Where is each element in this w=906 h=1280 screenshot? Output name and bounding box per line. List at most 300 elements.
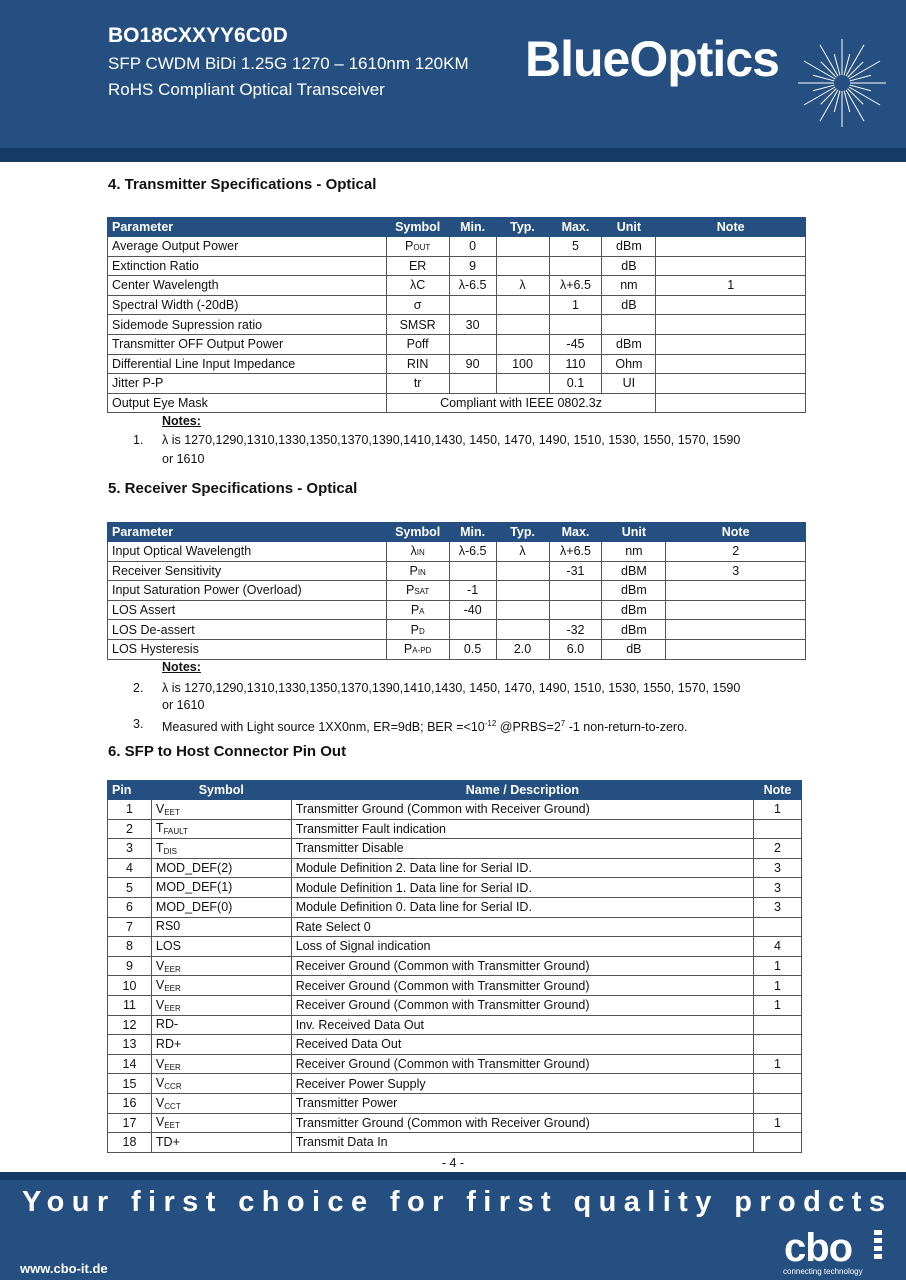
note-number: 2. [133, 681, 144, 695]
value-cell: nm [602, 542, 666, 562]
symbol-cell [386, 276, 449, 296]
table-row [108, 393, 806, 413]
value-cell: 5 [549, 237, 602, 257]
symbol-cell [386, 354, 449, 374]
table-row [108, 315, 806, 335]
value-cell [496, 315, 549, 335]
symbol-text: V [155, 1056, 165, 1071]
value-cell [496, 581, 549, 601]
cbo-marks-icon [874, 1230, 884, 1264]
description-cell: Received Data Out [291, 1035, 753, 1055]
pin-number-cell: 10 [108, 976, 152, 996]
symbol-text: TD+ [155, 1134, 180, 1149]
pin-symbol-cell [151, 956, 291, 976]
pin-symbol-cell [151, 917, 291, 937]
description-cell: Module Definition 0. Data line for Serial ID. [291, 897, 753, 917]
column-header: Symbol [386, 218, 449, 237]
symbol-cell [386, 295, 449, 315]
pin-number-cell: 16 [108, 1093, 152, 1113]
symbol-subscript: IN [416, 548, 425, 558]
value-cell [496, 334, 549, 354]
column-header: Max. [549, 218, 602, 237]
pin-number-cell: 4 [108, 858, 152, 878]
pin-symbol-cell [151, 1015, 291, 1035]
value-cell [666, 581, 806, 601]
column-header: Symbol [151, 781, 291, 800]
value-cell [656, 295, 806, 315]
column-header: Typ. [496, 218, 549, 237]
note-cell: 3 [754, 858, 802, 878]
note-text: λ is 1270,1290,1310,1330,1350,1370,1390,1410,1430, 1450, 1470, 1490, 1510, 1530, 1550, 1570, 1590 [162, 433, 741, 447]
symbol-text: LOS [155, 938, 181, 953]
footer-slogan: Your first choice for first quality prodcts [22, 1186, 893, 1218]
table-row [108, 819, 802, 839]
value-cell: 0.1 [549, 374, 602, 394]
note-cell: 2 [754, 839, 802, 859]
page-number: - 4 - [441, 1156, 465, 1170]
value-cell: dBm [602, 581, 666, 601]
value-cell [656, 256, 806, 276]
note-fragment: -1 non-return-to-zero. [565, 720, 688, 735]
footer-url: www.cbo-it.de [20, 1261, 108, 1276]
value-cell [656, 334, 806, 354]
table-row [108, 956, 802, 976]
pin-symbol-cell [151, 858, 291, 878]
note-cell: 1 [754, 956, 802, 976]
parameter-cell: Jitter P-P [108, 374, 387, 394]
parameter-cell: Output Eye Mask [108, 393, 387, 413]
value-cell: λ+6.5 [549, 276, 602, 296]
column-header: Unit [602, 218, 656, 237]
symbol-text: P [410, 603, 420, 618]
symbol-subscript: D [418, 626, 425, 636]
page-header [0, 0, 906, 148]
value-cell: λ+6.5 [549, 542, 602, 562]
value-cell: dB [602, 295, 656, 315]
table-row [108, 354, 806, 374]
pin-symbol-cell [151, 897, 291, 917]
table-row [108, 878, 802, 898]
symbol-cell [386, 620, 449, 640]
table-row [108, 295, 806, 315]
parameter-cell: Input Saturation Power (Overload) [108, 581, 387, 601]
cbo-logo: cbo [784, 1226, 853, 1270]
table-row [108, 800, 802, 820]
product-compliance: RoHS Compliant Optical Transceiver [108, 80, 385, 99]
value-cell [666, 620, 806, 640]
symbol-text: V [155, 978, 165, 993]
symbol-text: P [410, 622, 419, 637]
value-cell: dB [602, 639, 666, 659]
table-row [108, 581, 806, 601]
value-cell: dBm [602, 620, 666, 640]
description-cell: Transmitter Power [291, 1093, 753, 1113]
symbol-subscript: OUT [413, 243, 431, 253]
symbol-cell [386, 237, 449, 257]
note-number: 3. [133, 717, 144, 731]
description-cell: Transmitter Ground (Common with Receiver Ground) [291, 800, 753, 820]
pin-number-cell: 2 [108, 819, 152, 839]
column-header: Symbol [386, 523, 449, 542]
pinout-table [107, 780, 802, 1153]
symbol-subscript: CCT [164, 1101, 181, 1111]
pin-symbol-cell [151, 1054, 291, 1074]
pin-number-cell: 17 [108, 1113, 152, 1133]
pin-number-cell: 11 [108, 995, 152, 1015]
description-cell: Receiver Power Supply [291, 1074, 753, 1094]
note-text-continued: or 1610 [162, 698, 205, 712]
symbol-text: V [155, 1115, 165, 1130]
value-cell: dBM [602, 561, 666, 581]
parameter-cell: Center Wavelength [108, 276, 387, 296]
symbol-cell [386, 639, 449, 659]
column-header: Note [666, 523, 806, 542]
symbol-text: MOD_DEF(2) [155, 860, 233, 875]
symbol-text: P [403, 642, 413, 657]
description-cell: Receiver Ground (Common with Transmitter Ground) [291, 976, 753, 996]
description-cell: Module Definition 1. Data line for Serial ID. [291, 878, 753, 898]
note-cell: 1 [754, 800, 802, 820]
value-cell: 0 [449, 237, 496, 257]
note-cell: 1 [754, 1113, 802, 1133]
symbol-subscript: IN [417, 567, 426, 577]
value-cell [449, 334, 496, 354]
blueoptics-logo: BlueOptics [525, 31, 779, 87]
description-cell: Transmitter Disable [291, 839, 753, 859]
parameter-cell: Spectral Width (-20dB) [108, 295, 387, 315]
pin-symbol-cell [151, 839, 291, 859]
column-header: Unit [602, 523, 666, 542]
value-cell: Compliant with IEEE 0802.3z [386, 393, 656, 413]
description-cell: Inv. Received Data Out [291, 1015, 753, 1035]
table-row [108, 858, 802, 878]
symbol-cell [386, 256, 449, 276]
note-cell [754, 1015, 802, 1035]
symbol-subscript: EET [164, 1121, 180, 1131]
table-row [108, 561, 806, 581]
symbol-text: ER [408, 258, 427, 273]
symbol-text: RD- [155, 1017, 179, 1032]
symbol-cell [386, 561, 449, 581]
symbol-subscript: A [419, 607, 425, 617]
pin-number-cell: 13 [108, 1035, 152, 1055]
value-cell [666, 639, 806, 659]
column-header: Pin [108, 781, 152, 800]
table-row [108, 256, 806, 276]
symbol-text: RIN [406, 356, 429, 371]
pin-number-cell: 18 [108, 1133, 152, 1153]
table-row [108, 1113, 802, 1133]
column-header: Parameter [108, 523, 387, 542]
pinout-section-title: 6. SFP to Host Connector Pin Out [108, 743, 347, 760]
symbol-subscript: A-PD [412, 646, 432, 656]
symbol-subscript: EER [164, 984, 181, 994]
description-cell: Receiver Ground (Common with Transmitter Ground) [291, 956, 753, 976]
table-row [108, 542, 806, 562]
table-row [108, 237, 806, 257]
note-text-continued: or 1610 [162, 452, 205, 466]
pin-symbol-cell [151, 1113, 291, 1133]
pin-number-cell: 12 [108, 1015, 152, 1035]
parameter-cell: Input Optical Wavelength [108, 542, 387, 562]
pin-number-cell: 7 [108, 917, 152, 937]
value-cell [549, 256, 602, 276]
pin-number-cell: 6 [108, 897, 152, 917]
note-cell [754, 1093, 802, 1113]
description-cell: Loss of Signal indication [291, 937, 753, 957]
column-header: Typ. [496, 523, 549, 542]
header-strip [0, 148, 906, 162]
table-row [108, 1054, 802, 1074]
value-cell: Ohm [602, 354, 656, 374]
parameter-cell: Receiver Sensitivity [108, 561, 387, 581]
symbol-text: V [155, 958, 165, 973]
symbol-subscript: EER [164, 1003, 181, 1013]
symbol-subscript: SAT [414, 587, 430, 597]
value-cell: -31 [549, 561, 602, 581]
symbol-cell [386, 581, 449, 601]
symbol-text: Poff [406, 337, 429, 352]
value-cell: 100 [496, 354, 549, 374]
pin-symbol-cell [151, 995, 291, 1015]
symbol-text: tr [413, 376, 422, 391]
pin-number-cell: 14 [108, 1054, 152, 1074]
note-cell: 4 [754, 937, 802, 957]
value-cell [449, 561, 496, 581]
symbol-text: λ [410, 544, 417, 559]
product-description: SFP CWDM BiDi 1.25G 1270 – 1610nm 120KM [108, 54, 469, 73]
table-row [108, 897, 802, 917]
table-row [108, 600, 806, 620]
parameter-cell: Sidemode Supression ratio [108, 315, 387, 335]
value-cell: -45 [549, 334, 602, 354]
note-fragment: Measured with Light source 1XX0nm, ER=9dB; BER =<10 [162, 720, 485, 735]
description-cell: Receiver Ground (Common with Transmitter Ground) [291, 1054, 753, 1074]
column-header: Note [656, 218, 806, 237]
footer-strip [0, 1172, 906, 1180]
description-cell: Module Definition 2. Data line for Serial ID. [291, 858, 753, 878]
value-cell: UI [602, 374, 656, 394]
pin-symbol-cell [151, 1133, 291, 1153]
value-cell: dB [602, 256, 656, 276]
value-cell [549, 315, 602, 335]
value-cell: 2 [666, 542, 806, 562]
product-code: BO18CXXYY6C0D [108, 24, 288, 47]
note-number: 1. [133, 433, 144, 447]
starburst-icon [792, 38, 892, 128]
pin-symbol-cell [151, 819, 291, 839]
note-text: λ is 1270,1290,1310,1330,1350,1370,1390,1410,1430, 1450, 1470, 1490, 1510, 1530, 1550, 1570, 1590 [162, 681, 741, 695]
value-cell: dBm [602, 237, 656, 257]
value-cell: 9 [449, 256, 496, 276]
table-row [108, 1093, 802, 1113]
symbol-cell [386, 334, 449, 354]
value-cell: -32 [549, 620, 602, 640]
transmitter-section-title: 4. Transmitter Specifications - Optical [108, 176, 377, 193]
value-cell: dBm [602, 334, 656, 354]
value-cell [496, 237, 549, 257]
value-cell [496, 620, 549, 640]
pin-number-cell: 3 [108, 839, 152, 859]
symbol-cell [386, 315, 449, 335]
note-text [162, 715, 688, 736]
value-cell: 1 [549, 295, 602, 315]
table-row [108, 1015, 802, 1035]
value-cell: 1 [656, 276, 806, 296]
symbol-cell [386, 542, 449, 562]
value-cell [496, 600, 549, 620]
value-cell [496, 374, 549, 394]
value-cell [656, 374, 806, 394]
value-cell: λ [496, 276, 549, 296]
note-cell: 3 [754, 878, 802, 898]
symbol-text: σ [413, 298, 422, 313]
page-footer [0, 1172, 906, 1280]
note-fragment: @PRBS=2 [496, 720, 561, 735]
value-cell: λ-6.5 [449, 276, 496, 296]
description-cell: Transmitter Fault indication [291, 819, 753, 839]
symbol-text: T [155, 821, 164, 836]
symbol-subscript: EET [164, 807, 180, 817]
value-cell: -40 [449, 600, 496, 620]
table-row [108, 839, 802, 859]
table-row [108, 276, 806, 296]
column-header: Parameter [108, 218, 387, 237]
symbol-cell [386, 600, 449, 620]
column-header: Min. [449, 523, 496, 542]
table-row [108, 1074, 802, 1094]
value-cell: 30 [449, 315, 496, 335]
note-cell: 1 [754, 1054, 802, 1074]
parameter-cell: Transmitter OFF Output Power [108, 334, 387, 354]
note-cell: 3 [754, 897, 802, 917]
pin-number-cell: 8 [108, 937, 152, 957]
pin-symbol-cell [151, 937, 291, 957]
note-cell: 1 [754, 976, 802, 996]
symbol-text: V [155, 801, 165, 816]
pin-symbol-cell [151, 976, 291, 996]
value-cell [666, 600, 806, 620]
symbol-subscript: EER [164, 1062, 181, 1072]
symbol-text: V [155, 1076, 165, 1091]
symbol-subscript: FAULT [163, 827, 188, 837]
note-cell [656, 393, 806, 413]
note-cell [754, 1133, 802, 1153]
value-cell: 3 [666, 561, 806, 581]
value-cell: 6.0 [549, 639, 602, 659]
pin-number-cell: 1 [108, 800, 152, 820]
table-row [108, 1133, 802, 1153]
value-cell: 0.5 [449, 639, 496, 659]
pin-number-cell: 15 [108, 1074, 152, 1094]
value-cell [449, 374, 496, 394]
parameter-cell: LOS De-assert [108, 620, 387, 640]
symbol-text: RD+ [155, 1036, 182, 1051]
parameter-cell: Differential Line Input Impedance [108, 354, 387, 374]
value-cell [656, 354, 806, 374]
value-cell [449, 620, 496, 640]
pin-symbol-cell [151, 1035, 291, 1055]
note-cell [754, 917, 802, 937]
note-cell [754, 1035, 802, 1055]
value-cell: 2.0 [496, 639, 549, 659]
symbol-subscript: DIS [163, 846, 177, 856]
value-cell: nm [602, 276, 656, 296]
symbol-subscript: CCR [164, 1082, 182, 1092]
table-row [108, 937, 802, 957]
table-row [108, 1035, 802, 1055]
table-row [108, 374, 806, 394]
value-cell: -1 [449, 581, 496, 601]
note-cell [754, 819, 802, 839]
value-cell [496, 256, 549, 276]
value-cell: dBm [602, 600, 666, 620]
receiver-spec-table [107, 522, 806, 660]
note-cell [754, 1074, 802, 1094]
transmitter-spec-table [107, 217, 806, 413]
parameter-cell: LOS Assert [108, 600, 387, 620]
value-cell: λ-6.5 [449, 542, 496, 562]
pin-number-cell: 5 [108, 878, 152, 898]
cbo-tagline: connecting technology [783, 1267, 863, 1276]
value-cell: 110 [549, 354, 602, 374]
parameter-cell: Extinction Ratio [108, 256, 387, 276]
symbol-text: RS0 [155, 919, 181, 934]
value-cell [549, 600, 602, 620]
pin-symbol-cell [151, 1074, 291, 1094]
column-header: Min. [449, 218, 496, 237]
column-header: Note [754, 781, 802, 800]
pin-symbol-cell [151, 1093, 291, 1113]
value-cell: 90 [449, 354, 496, 374]
superscript: -12 [484, 719, 497, 728]
table-row [108, 976, 802, 996]
symbol-text: MOD_DEF(1) [155, 880, 233, 895]
symbol-text: P [405, 239, 414, 254]
description-cell: Receiver Ground (Common with Transmitter Ground) [291, 995, 753, 1015]
superscript: 7 [560, 719, 566, 728]
symbol-text: P [409, 563, 418, 578]
table-row [108, 620, 806, 640]
value-cell: λ [496, 542, 549, 562]
note-cell: 1 [754, 995, 802, 1015]
value-cell [496, 561, 549, 581]
table-row [108, 639, 806, 659]
value-cell [549, 581, 602, 601]
pin-number-cell: 9 [108, 956, 152, 976]
symbol-text: SMSR [399, 317, 436, 332]
value-cell [449, 295, 496, 315]
value-cell [602, 315, 656, 335]
table-row [108, 995, 802, 1015]
symbol-text: MOD_DEF(0) [155, 899, 233, 914]
pin-symbol-cell [151, 800, 291, 820]
receiver-section-title: 5. Receiver Specifications - Optical [108, 480, 358, 497]
symbol-text: P [406, 583, 415, 598]
table-row [108, 334, 806, 354]
parameter-cell: LOS Hysteresis [108, 639, 387, 659]
description-cell: Transmitter Ground (Common with Receiver Ground) [291, 1113, 753, 1133]
symbol-text: V [155, 997, 165, 1012]
table-row [108, 917, 802, 937]
symbol-cell [386, 374, 449, 394]
description-cell: Rate Select 0 [291, 917, 753, 937]
description-cell: Transmit Data In [291, 1133, 753, 1153]
parameter-cell: Average Output Power [108, 237, 387, 257]
symbol-text: T [155, 840, 164, 855]
value-cell [496, 295, 549, 315]
rx-notes-heading: Notes: [162, 660, 201, 674]
